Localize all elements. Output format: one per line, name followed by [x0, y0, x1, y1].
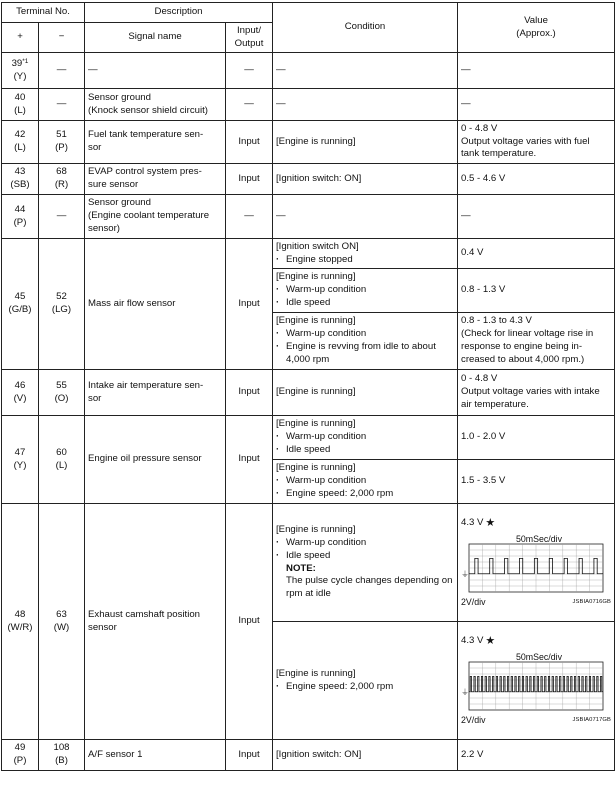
- condition-bullet: · Warm-up condition: [276, 328, 454, 341]
- io-49: Input: [226, 740, 273, 771]
- scope-volt-division: 2V/div: [461, 596, 486, 607]
- signal-line: sensor: [88, 621, 117, 633]
- minus-terminal-44: —: [39, 195, 85, 239]
- minus-terminal-39: —: [39, 53, 85, 89]
- condition-40: —: [273, 89, 458, 121]
- plus-terminal-39: [2, 53, 39, 89]
- condition-heading: [Engine is running]: [276, 462, 356, 474]
- plus-terminal-42: [2, 121, 39, 164]
- value-42: [458, 121, 615, 164]
- condition-45-b: [273, 269, 458, 313]
- plus-terminal-43: [2, 164, 39, 195]
- signal-name-42: [85, 121, 226, 164]
- condition-bullet: · Warm-up condition: [276, 475, 454, 488]
- wire-color: (P): [13, 755, 27, 766]
- minus-terminal-48: [39, 504, 85, 740]
- signal-line: Exhaust camshaft position: [88, 608, 201, 620]
- minus-terminal-47: [39, 416, 85, 504]
- figure-id: JSBIA0716GB: [572, 598, 612, 605]
- oscilloscope-idle: [461, 515, 611, 611]
- condition-header: Condition: [273, 3, 458, 53]
- terminal-number: 40: [14, 91, 26, 103]
- document-page: [1, 2, 614, 771]
- table-row-44: [2, 195, 615, 239]
- wire-color: (SB): [10, 179, 30, 190]
- io-46: Input: [226, 370, 273, 416]
- wire-color: (G/B): [8, 304, 32, 315]
- wire-color: (Y): [13, 459, 27, 471]
- value-48-b: [458, 622, 615, 740]
- note-label: NOTE:: [286, 562, 316, 574]
- description-header: Description: [85, 3, 273, 23]
- footnote-marker: *1: [22, 57, 29, 65]
- terminal-number: 68: [56, 166, 67, 178]
- signal-line: sensor): [88, 222, 121, 234]
- value-line: 0 - 4.8 V: [461, 122, 498, 134]
- signal-name-49: A/F sensor 1: [85, 740, 226, 771]
- io-40: —: [226, 89, 273, 121]
- value-line: creased to about 4,000 rpm.): [461, 353, 585, 365]
- condition-49: [Ignition switch: ON]: [273, 740, 458, 771]
- minus-terminal-45: [39, 239, 85, 370]
- terminal-number: 108: [53, 742, 70, 754]
- plus-terminal-45: [2, 239, 39, 370]
- io-42: Input: [226, 121, 273, 164]
- ecm-terminal-table: [1, 2, 615, 771]
- plus-terminal-49: [2, 740, 39, 771]
- ground-reference-icon: ⏚: [461, 569, 470, 579]
- signal-line: Fuel tank temperature sen-: [88, 129, 204, 141]
- scope-volt-division: 2V/div: [461, 714, 486, 725]
- scope-footer: [461, 714, 611, 727]
- condition-bullet: · Idle speed: [276, 444, 454, 457]
- terminal-no-header: Terminal No.: [2, 3, 85, 23]
- value-40: —: [458, 89, 615, 121]
- scope-footer: [461, 596, 611, 609]
- value-39: —: [458, 53, 615, 89]
- wire-color: (Y): [13, 70, 27, 82]
- table-row-48: [2, 504, 615, 622]
- minus-terminal-40: —: [39, 89, 85, 121]
- scope-voltage-label: [461, 517, 611, 530]
- wire-color: (P): [13, 216, 27, 228]
- value-header: [458, 3, 615, 53]
- wire-color: (B): [55, 755, 68, 766]
- value-45-b: 0.8 - 1.3 V: [458, 269, 615, 313]
- io-header: [226, 23, 273, 53]
- value-45-a: 0.4 V: [458, 239, 615, 269]
- signal-name-header: Signal name: [85, 23, 226, 53]
- condition-bullet: · Warm-up condition: [276, 537, 454, 550]
- signal-line: (Engine coolant temperature: [88, 210, 210, 222]
- io-45: Input: [226, 239, 273, 370]
- wire-color: (W): [53, 621, 70, 633]
- minus-terminal-49: [39, 740, 85, 771]
- wire-color: (L): [55, 459, 68, 471]
- signal-line: Sensor ground: [88, 197, 151, 209]
- value-line: (Check for linear voltage rise in: [461, 328, 594, 340]
- oscilloscope-2000rpm: [461, 633, 611, 729]
- signal-name-46: [85, 370, 226, 416]
- plus-header: +: [2, 23, 39, 53]
- value-44: —: [458, 195, 615, 239]
- signal-line: sor: [88, 392, 102, 404]
- value-line: Output voltage varies with fuel: [461, 135, 590, 147]
- condition-heading: [Engine is running]: [276, 271, 356, 283]
- signal-line: (Knock sensor shield circuit): [88, 104, 208, 116]
- io-48: Input: [226, 504, 273, 740]
- condition-heading: [Ignition switch ON]: [276, 240, 359, 252]
- terminal-number: 47: [14, 446, 26, 458]
- terminal-number: 39: [11, 57, 23, 69]
- condition-39: —: [273, 53, 458, 89]
- condition-45-c: [273, 313, 458, 370]
- condition-48-b: [273, 622, 458, 740]
- signal-line: sor: [88, 142, 102, 153]
- terminal-number: 60: [56, 446, 67, 458]
- wire-color: (V): [13, 392, 27, 404]
- table-row-47: [2, 416, 615, 460]
- condition-heading: [Engine is running]: [276, 418, 356, 430]
- plus-terminal-44: [2, 195, 39, 239]
- table-row-39: [2, 53, 615, 89]
- condition-43: [Ignition switch: ON]: [273, 164, 458, 195]
- terminal-number: 43: [14, 166, 26, 178]
- wire-color: (L): [14, 104, 26, 116]
- plus-terminal-48: [2, 504, 39, 740]
- scope-voltage: 4.3 V: [461, 634, 484, 646]
- terminal-number: 42: [14, 129, 26, 141]
- condition-bullet: · Idle speed: [276, 550, 454, 563]
- io-header-line2: Output: [234, 37, 264, 49]
- condition-bullet: · Engine speed: 2,000 rpm: [276, 488, 454, 501]
- condition-bullet: · Warm-up condition: [276, 284, 454, 297]
- value-47-a: 1.0 - 2.0 V: [458, 416, 615, 460]
- terminal-number: 52: [56, 291, 67, 303]
- wire-color: (O): [54, 392, 69, 404]
- terminal-number: 55: [56, 379, 67, 391]
- value-line: tank temperature.: [461, 148, 537, 160]
- plus-terminal-40: [2, 89, 39, 121]
- value-line: Output voltage varies with intake: [461, 386, 600, 398]
- table-row-43: [2, 164, 615, 195]
- terminal-number: 44: [14, 203, 26, 215]
- condition-44: —: [273, 195, 458, 239]
- wire-color: (R): [54, 179, 69, 190]
- value-45-c: [458, 313, 615, 370]
- signal-name-48: [85, 504, 226, 740]
- scope-time-division: 50mSec/div: [516, 533, 562, 544]
- signal-name-40: [85, 89, 226, 121]
- value-line: 0.8 - 1.3 to 4.3 V: [461, 315, 532, 327]
- minus-terminal-43: [39, 164, 85, 195]
- signal-name-39: —: [85, 53, 226, 89]
- condition-45-a: [273, 239, 458, 269]
- minus-terminal-42: [39, 121, 85, 164]
- signal-name-47: Engine oil pressure sensor: [85, 416, 226, 504]
- table-row-46: [2, 370, 615, 416]
- ground-reference-icon: ⏚: [461, 687, 470, 697]
- value-46: [458, 370, 615, 416]
- signal-name-43: [85, 164, 226, 195]
- signal-line: Intake air temperature sen-: [88, 379, 204, 391]
- wire-color: (L): [14, 142, 26, 153]
- table-row-42: [2, 121, 615, 164]
- terminal-number: 49: [14, 742, 26, 754]
- value-49: 2.2 V: [458, 740, 615, 771]
- io-47: Input: [226, 416, 273, 504]
- scope-voltage: 4.3 V: [461, 516, 484, 528]
- condition-48-a: [273, 504, 458, 622]
- condition-bullet: · Engine is revving from idle to about 4,000 rpm: [276, 341, 454, 367]
- value-line: response to engine being in-: [461, 341, 583, 352]
- minus-header: −: [39, 23, 85, 53]
- plus-terminal-47: [2, 416, 39, 504]
- condition-bullet: · Engine stopped: [276, 254, 454, 267]
- header-row-1: [2, 3, 615, 23]
- signal-name-44: [85, 195, 226, 239]
- signal-name-45: Mass air flow sensor: [85, 239, 226, 370]
- condition-bullet: · Warm-up condition: [276, 431, 454, 444]
- io-44: —: [226, 195, 273, 239]
- value-48-a: [458, 504, 615, 622]
- wire-color: (LG): [51, 304, 72, 315]
- condition-47-a: [273, 416, 458, 460]
- table-row-40: [2, 89, 615, 121]
- value-line: air temperature.: [461, 398, 529, 410]
- value-line: 0 - 4.8 V: [461, 373, 498, 385]
- scope-time-division: 50mSec/div: [516, 651, 562, 662]
- condition-heading: [Engine is running]: [276, 315, 356, 327]
- plus-terminal-46: [2, 370, 39, 416]
- value-header-line1: Value: [524, 14, 548, 26]
- terminal-number: 63: [56, 608, 67, 620]
- table-row-45: [2, 239, 615, 269]
- wire-color: (P): [55, 142, 68, 153]
- signal-line: Sensor ground: [88, 91, 151, 103]
- io-39: —: [226, 53, 273, 89]
- table-row-49: [2, 740, 615, 771]
- minus-terminal-46: [39, 370, 85, 416]
- signal-line: EVAP control system pres-: [88, 166, 202, 178]
- terminal-number: 51: [56, 129, 67, 141]
- condition-heading: [Engine is running]: [276, 524, 356, 536]
- signal-line: sure sensor: [88, 179, 139, 190]
- condition-47-b: [273, 460, 458, 504]
- star-icon: ★: [485, 634, 496, 647]
- condition-bullet: · Engine speed: 2,000 rpm: [276, 681, 454, 694]
- terminal-number: 45: [14, 291, 26, 303]
- condition-46: [Engine is running]: [273, 370, 458, 416]
- terminal-number: 48: [14, 608, 26, 620]
- star-icon: ★: [485, 516, 496, 529]
- value-43: 0.5 - 4.6 V: [458, 164, 615, 195]
- io-header-line1: Input/: [237, 24, 262, 36]
- condition-heading: [Engine is running]: [276, 667, 356, 679]
- wire-color: (W/R): [7, 621, 33, 633]
- condition-42: [Engine is running]: [273, 121, 458, 164]
- value-47-b: 1.5 - 3.5 V: [458, 460, 615, 504]
- note-text: The pulse cycle changes depending on rpm at idle: [286, 575, 453, 600]
- value-header-line2: (Approx.): [516, 27, 556, 39]
- condition-bullet: · Idle speed: [276, 297, 454, 310]
- terminal-number: 46: [14, 379, 26, 391]
- scope-voltage-label: [461, 635, 611, 648]
- io-43: Input: [226, 164, 273, 195]
- figure-id: JSBIA0717GB: [572, 716, 612, 723]
